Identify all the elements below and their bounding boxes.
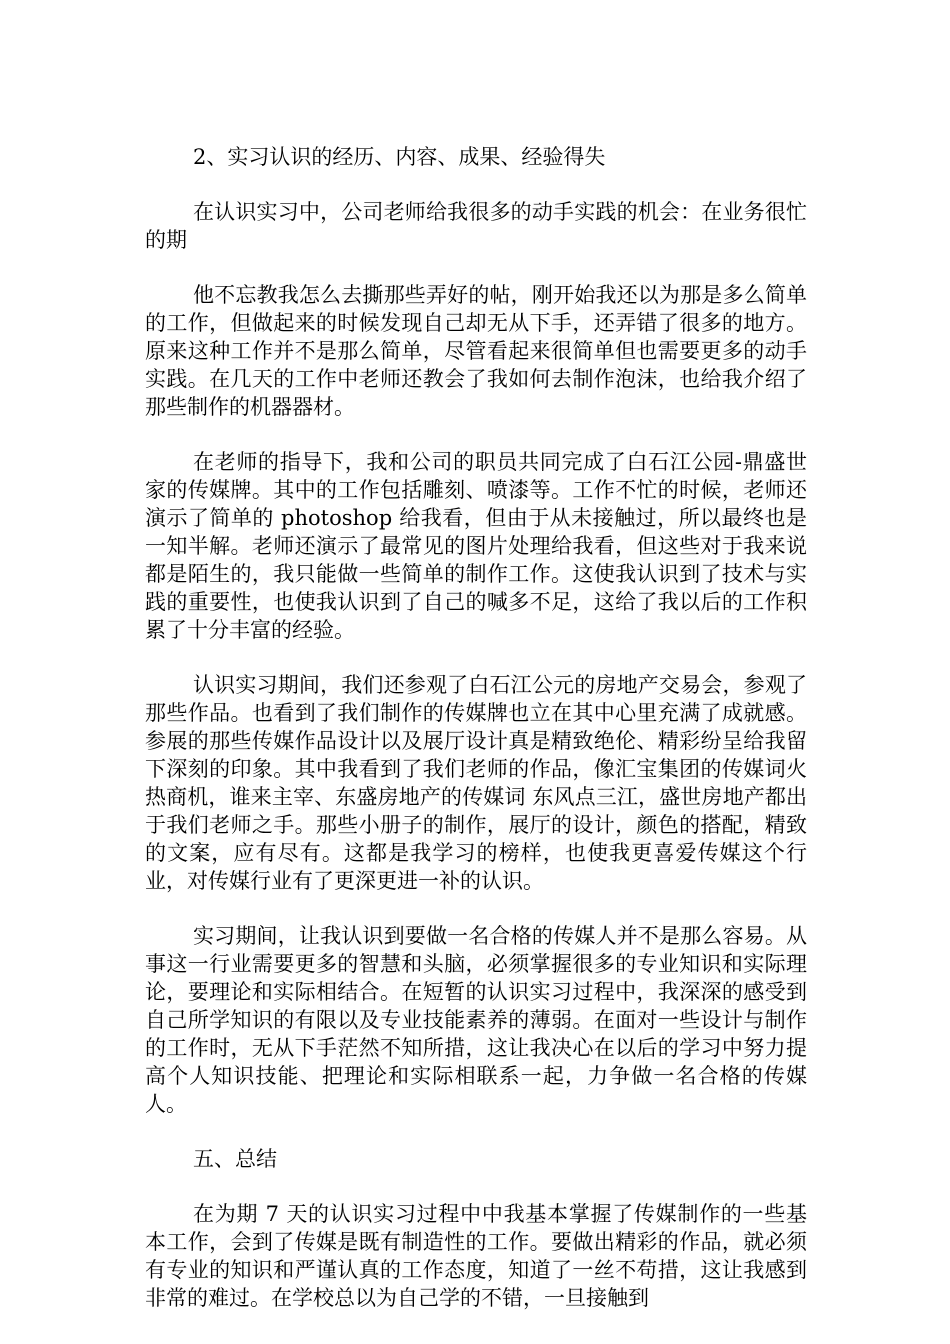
document-body — [145, 143, 807, 1339]
section-heading-summary: 五、总结 — [193, 1147, 277, 1171]
section-heading-experience: 2、实习认识的经历、内容、成果、经验得失 — [193, 145, 606, 169]
paragraph-practice-opportunity: 在认识实习中，公司老师给我很多的动手实践的机会：在业务很忙的期 — [145, 200, 807, 252]
paragraph-media-sign-project: 在老师的指导下，我和公司的职员共同完成了白石江公园-鼎盛世家的传媒牌。其中的工作包括雕刻、喷漆等。工作不忙的时候，老师还演示了简单的 photoshop 给我看，但由于从未接触过，所以最终也是一知半解。老师还演示了最常见的图片处理给我看，但这些对于我来说都是陌生的，我只能做一些简单的制作工作。这使我认识到了技术与实践的重要性，也使我认识到了自己的喊多不足，这给了我以后的工作积累了十分丰富的经验。 — [145, 450, 807, 642]
paragraph-real-estate-fair: 认识实习期间，我们还参观了白石江公元的房地产交易会，参观了那些作品。也看到了我们制作的传媒牌也立在其中心里充满了成就感。参展的那些传媒作品设计以及展厅设计真是精致绝伦、精彩纷呈给我留下深刻的印象。其中我看到了我们老师的作品，像汇宝集团的传媒词火热商机，谁来主宰、东盛房地产的传媒词 东风点三江，盛世房地产都出于我们老师之手。那些小册子的制作，展厅的设计，颜色的搭配，精致的文案，应有尽有。这都是我学习的榜样，也使我更喜爱传媒这个行业，对传媒行业有了更深更进一补的认识。 — [145, 673, 807, 893]
paragraph-summary: 在为期 7 天的认识实习过程中中我基本掌握了传媒制作的一些基本工作，会到了传媒是既有制造性的工作。要做出精彩的作品，就必须有专业的知识和严谨认真的工作态度，知道了一丝不苟措，这让我感到非常的难过。在学校总以为自己学的不错，一旦接触到 — [145, 1202, 807, 1310]
paragraph-reflection: 实习期间，让我认识到要做一名合格的传媒人并不是那么容易。从事这一行业需要更多的智慧和头脑，必须掌握很多的专业知识和实际理论，要理论和实际相结合。在短暂的认识实习过程中，我深深的感受到自己所学知识的有限以及专业技能素养的薄弱。在面对一些设计与制作的工作时，无从下手茫然不知所措，这让我决心在以后的学习中努力提高个人知识技能、把理论和实际相联系一起，力争做一名合格的传媒人。 — [145, 924, 807, 1116]
paragraph-teacher-guidance: 他不忘教我怎么去撕那些弄好的帖，刚开始我还以为那是多么简单的工作，但做起来的时候发现自己却无从下手，还弄错了很多的地方。原来这种工作并不是那么简单，尽管看起来很简单但也需要更多的动手实践。在几天的工作中老师还教会了我如何去制作泡沫，也给我介绍了那些制作的机器器材。 — [145, 283, 807, 419]
